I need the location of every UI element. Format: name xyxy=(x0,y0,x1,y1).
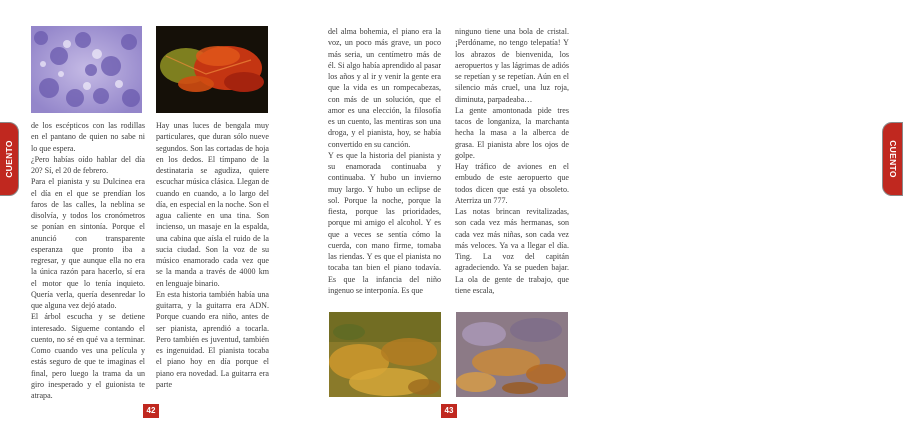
paragraph: del alma bohemia, el piano era la voz, un poco más grave, un poco más seria, un centímetro más de él. Si algo había aprendido al pasar los años y al ir y venir la gente era que la vida es un rompecabezas, con más de un solución, que el amor es una elección, la filosofía es un cuento, las mentiras son una droga, y el pianista, hoy, se había convertido en su canción. xyxy=(328,27,441,149)
purple-flowers-photo xyxy=(31,26,142,113)
section-tab-label: CUENTO xyxy=(4,140,14,178)
paragraph: Hay tráfico de aviones en el embudo de este aeropuerto que todos dicen que está ya obsoleto. Aterriza un 777. xyxy=(455,162,569,205)
right-page xyxy=(300,0,898,424)
paragraph: La gente amontonada pide tres tacos de longaniza, la marchanta hecha la masa a la alberca de grasa. El pianista abre los ojos de golpe. xyxy=(455,105,569,160)
left-page xyxy=(0,0,300,424)
paragraph: En esta historia también había una guitarra, y la guitarra era ADN. Porque cuando era niño, antes de ser pianista, aprendió a tocarla. Pero también es juventud, también es ingenuidad. El pianista tocaba el piano hoy en día porque el piano era novedad. La guitarra era parte xyxy=(156,289,269,389)
page-number: 43 xyxy=(441,404,457,418)
paragraph: ninguno tiene una bola de cristal. ¡Perdóname, no tengo telepatía! Y los abrazos de bienvenida, los aeropuertos y las lágrimas de adiós se repetían y se repetían. Aún en el silencio más cruel, una luz roja, diminuta, parpadeaba… xyxy=(455,27,569,104)
paragraph: Hay unas luces de bengala muy particulares, que duran sólo nueve segundos. Son las cortadas de hoja en los dedos. El tímpano de la destinataria se agudiza, quiere escuchar música clásica. Llegan de cuando en cuando, a lo largo del día, en especial en la noche. Son el agua caliente en una tina. Son incienso, un masaje en la espalda, una cabina que aísla el ruido de la sucia ciudad. Son la voz de su músico enamorado cada vez que se la manda a través de 4000 km en lenguaje binario. xyxy=(156,121,269,288)
paragraph: Y es que la historia del pianista y su enamorada continuaba y continuaba. Y hubo un invierno muy largo. Y hubo un eclipse de sol. Porque la noche, porque la fiesta, porque las prioridades, porque mi amigo el alcohol. Y es que a veces se sentía cómo la cuerda, con mano firme, tomaba las riendas. Y es que el pianista no tocaba tan bien el piano todavía. Es que la infancia del niño ingenuo se interponía. Es que xyxy=(328,150,441,295)
autumn-grass-photo xyxy=(329,312,441,397)
fallen-leaves-photo xyxy=(456,312,568,397)
section-tab xyxy=(882,122,903,196)
paragraph: Para el pianista y su Dulcinea era el día en el que se prendían los faros de las calles, la neblina se disolvía, y todos los cronómetros se ponían en sintonía. Porque el anunció con transparente esperanza que pronto iba a regresar, y que aunque ella no era la única razón para hacerlo, sí era el motor que lo tenía inquieto. Quería verla, quería desenredar lo que alguna vez dejó atado. xyxy=(31,177,145,310)
paragraph: ¿Pero habías oído hablar del día 20? Sí, el 20 de febrero. xyxy=(31,154,145,175)
section-tab xyxy=(0,122,19,196)
page-number: 42 xyxy=(143,404,159,418)
section-tab-label: CUENTO xyxy=(887,140,898,178)
paragraph: de los escépticos con las rodillas en el pantano de quien no sabe ni lo que espera. xyxy=(31,121,145,153)
paragraph: Las notas brincan revitalizadas, son cada vez más hermanas, son cada vez más niñas, son cada vez más veloces. Ya va a llegar el día. Ting. La voz del capitán agradeciendo. Ya se pueden bajar. La ola de gente de trabajo, que tiene escala, xyxy=(455,207,569,295)
column-2 xyxy=(156,120,269,390)
column-3 xyxy=(328,26,441,296)
paragraph: El árbol escucha y se detiene interesado. Sigueme contando el cuento, no sé en qué va a terminar. Como cuando ves una película y estás seguro de que te imaginas el final, pero luego la trama da un giro inesperado y el guionista te atrapa. xyxy=(31,312,145,400)
column-1 xyxy=(31,120,145,401)
column-4 xyxy=(455,26,569,296)
red-leaves-photo xyxy=(156,26,268,113)
